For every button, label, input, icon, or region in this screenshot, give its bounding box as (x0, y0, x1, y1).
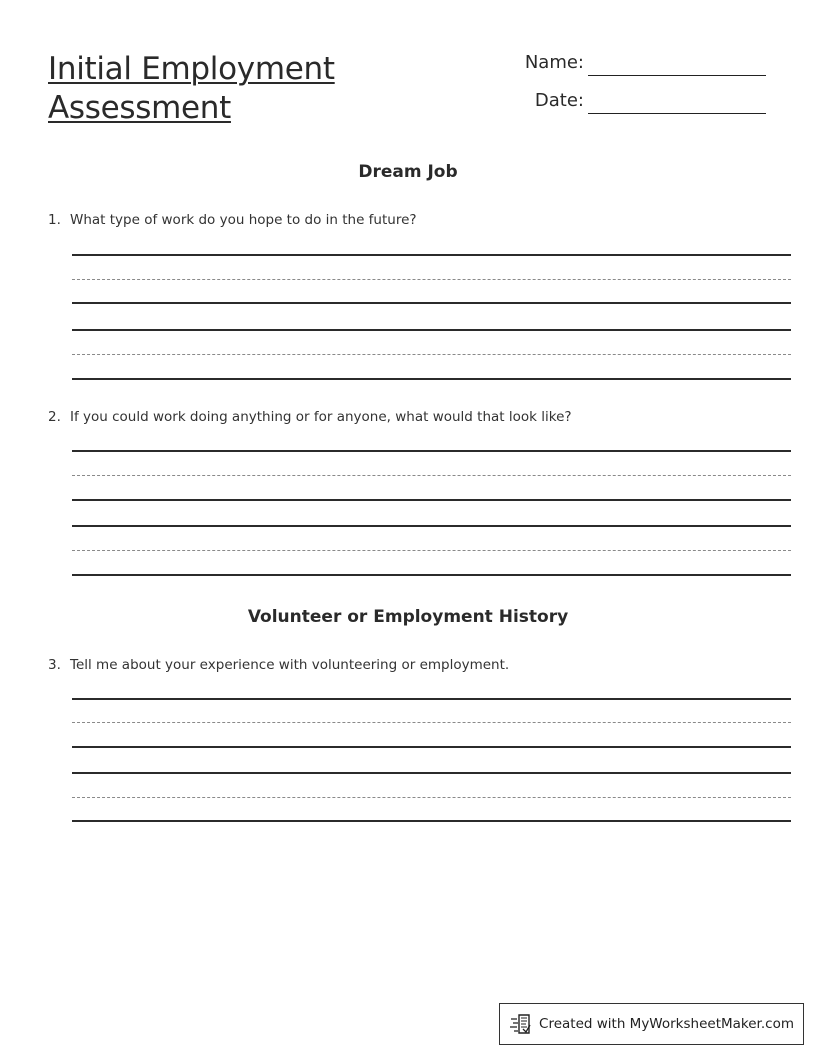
worksheet-maker-logo-icon (509, 1013, 533, 1035)
answer-line (72, 499, 791, 501)
worksheet-title (48, 50, 335, 128)
answer-guide-line (72, 797, 791, 798)
question-number: 2. (48, 409, 61, 425)
answer-guide-line (72, 722, 791, 723)
answer-line (72, 746, 791, 748)
answer-line (72, 329, 791, 331)
name-field (500, 52, 584, 76)
section-title-employment-history: Volunteer or Employment History (247, 607, 569, 627)
date-field (500, 90, 584, 114)
question-number: 1. (48, 212, 61, 228)
question-number: 3. (48, 657, 61, 673)
footer-text: Created with MyWorksheetMaker.com (539, 1016, 794, 1032)
answer-line (72, 698, 791, 700)
answer-guide-line (72, 279, 791, 280)
answer-line (72, 450, 791, 452)
question-text: Tell me about your experience with volunteering or employment. (70, 657, 510, 673)
answer-line (72, 525, 791, 527)
answer-guide-line (72, 475, 791, 476)
title-line-2: Assessment (48, 90, 231, 126)
answer-guide-line (72, 354, 791, 355)
date-blank[interactable] (588, 96, 768, 116)
answer-line (72, 254, 791, 256)
question-text: If you could work doing anything or for anyone, what would that look like? (70, 409, 572, 425)
answer-line (72, 772, 791, 774)
question-1 (48, 212, 417, 228)
name-label: Name: (524, 52, 584, 73)
name-blank[interactable] (588, 58, 768, 78)
answer-line (72, 574, 791, 576)
answer-line (72, 302, 791, 304)
question-2 (48, 409, 572, 425)
footer-credit[interactable] (499, 1003, 804, 1045)
date-label: Date: (534, 90, 584, 111)
question-text: What type of work do you hope to do in the future? (70, 212, 417, 228)
section-title-dream-job: Dream Job (358, 162, 458, 182)
answer-line (72, 820, 791, 822)
question-3 (48, 657, 509, 673)
title-line-1: Initial Employment (48, 51, 335, 87)
answer-guide-line (72, 550, 791, 551)
answer-line (72, 378, 791, 380)
